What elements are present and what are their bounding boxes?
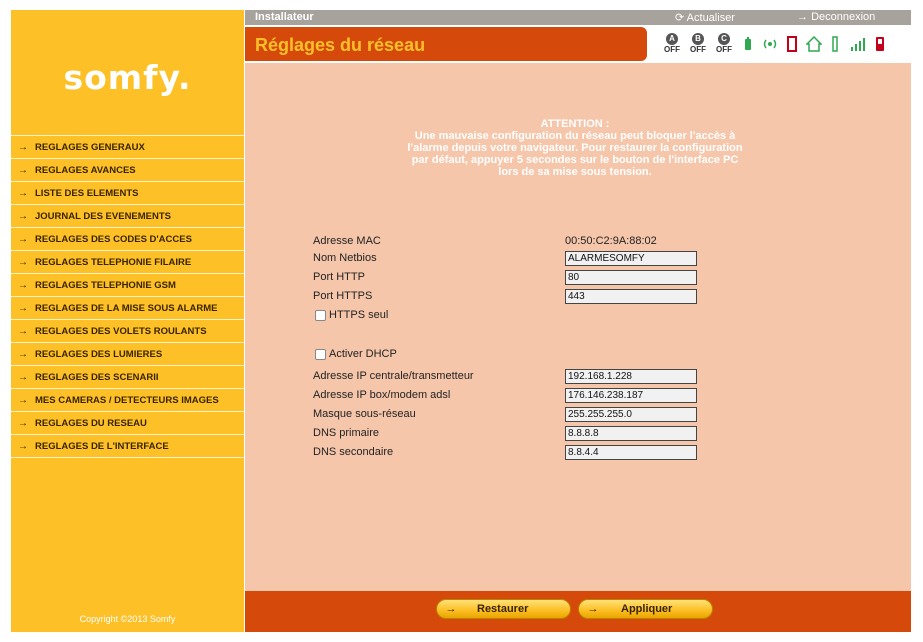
sidebar-item-label: REGLAGES GENERAUX (35, 141, 145, 153)
netbios-row (313, 250, 697, 266)
https-port-label: Port HTTPS (313, 290, 373, 302)
dhcp-row[interactable] (315, 348, 397, 360)
sidebar-item-label: REGLAGES DES SCENARII (35, 371, 159, 383)
gsm-signal-icon (849, 33, 867, 55)
zone-c-icon: C (718, 33, 730, 45)
arrow-right-icon: → (587, 603, 599, 615)
sidebar-item-advanced[interactable] (11, 159, 244, 182)
somfy-logo: somfy. (63, 58, 192, 97)
radio-signal-icon (761, 33, 779, 55)
battery-icon (739, 33, 757, 55)
ip-central-row (313, 368, 697, 384)
arrow-right-icon: → (18, 394, 28, 406)
restore-button[interactable] (436, 599, 571, 619)
http-port-row (313, 269, 697, 285)
sidebar-item-landline[interactable] (11, 251, 244, 274)
footer-bar (245, 591, 911, 632)
dns-primary-row (313, 425, 697, 441)
dns-secondary-label: DNS secondaire (313, 446, 394, 458)
arrow-right-icon: → (18, 371, 28, 383)
zone-b-icon: B (692, 33, 704, 45)
home-ok-icon (805, 33, 823, 55)
ip-box-row (313, 387, 697, 403)
apply-button[interactable] (578, 599, 713, 619)
sidebar-item-network[interactable] (11, 412, 244, 435)
netbios-input[interactable] (565, 251, 697, 266)
sidebar-item-label: LISTE DES ELEMENTS (35, 187, 139, 199)
sidebar-item-label: REGLAGES DE LA MISE SOUS ALARME (35, 302, 218, 314)
mac-label: Adresse MAC (313, 235, 381, 247)
refresh-icon: ⟳ (675, 12, 685, 24)
sidebar-item-label: REGLAGES DES CODES D'ACCES (35, 233, 192, 245)
zone-a-icon: A (666, 33, 678, 45)
logout-label: Deconnexion (811, 11, 876, 23)
ip-central-label: Adresse IP centrale/transmetteur (313, 370, 474, 382)
dns-secondary-row (313, 444, 697, 460)
arrow-right-icon: → (18, 187, 28, 199)
copyright-text: Copyright ©2013 Somfy (79, 614, 176, 624)
refresh-link[interactable] (675, 11, 735, 24)
arrow-right-icon: → (18, 348, 28, 360)
sidebar-item-access-codes[interactable] (11, 228, 244, 251)
dhcp-checkbox[interactable] (315, 349, 326, 360)
sidebar-item-elements[interactable] (11, 182, 244, 205)
sidebar-item-interface[interactable] (11, 435, 244, 458)
top-bar (245, 10, 911, 25)
subnet-mask-row (313, 406, 697, 422)
http-port-input[interactable] (565, 270, 697, 285)
zone-b-state: OFF (690, 45, 706, 54)
title-banner (245, 27, 647, 61)
ip-box-label: Adresse IP box/modem adsl (313, 389, 451, 401)
https-only-row[interactable] (315, 309, 388, 321)
sidebar-item-scenarios[interactable] (11, 366, 244, 389)
subnet-mask-input[interactable] (565, 407, 697, 422)
zone-a-status (661, 33, 683, 55)
https-port-input[interactable] (565, 289, 697, 304)
zone-a-state: OFF (664, 45, 680, 54)
subnet-mask-label: Masque sous-réseau (313, 408, 416, 420)
dns-secondary-input[interactable] (565, 445, 697, 460)
sidebar-item-cameras[interactable] (11, 389, 244, 412)
arrow-right-icon: → (18, 141, 28, 153)
dns-primary-label: DNS primaire (313, 427, 380, 439)
sidebar-item-label: REGLAGES TELEPHONIE GSM (35, 279, 176, 291)
sidebar-item-shutters[interactable] (11, 320, 244, 343)
arrow-right-icon: → (18, 210, 28, 222)
phone-icon (871, 33, 889, 55)
mac-value: 00:50:C2:9A:88:02 (565, 235, 657, 247)
sensor-icon (827, 33, 845, 55)
dhcp-label: Activer DHCP (329, 348, 397, 360)
page-title: Réglages du réseau (255, 35, 426, 55)
sidebar-item-lights[interactable] (11, 343, 244, 366)
sidebar-item-general[interactable] (11, 136, 244, 159)
arrow-right-icon: → (797, 11, 808, 23)
main-content (245, 63, 911, 591)
sidebar-item-label: REGLAGES DU RESEAU (35, 417, 147, 429)
arrow-right-icon: → (18, 440, 28, 452)
arrow-right-icon: → (18, 256, 28, 268)
warning-title: ATTENTION : (540, 118, 610, 130)
https-port-row (313, 288, 697, 304)
restore-button-label: Restaurer (477, 603, 529, 615)
sidebar-item-label: REGLAGES TELEPHONIE FILAIRE (35, 256, 192, 268)
sidebar-item-label: REGLAGES DES VOLETS ROULANTS (35, 325, 207, 337)
sidebar-item-label: REGLAGES AVANCES (35, 164, 136, 176)
arrow-right-icon: → (445, 603, 457, 615)
arrow-right-icon: → (18, 417, 28, 429)
warning-body: Une mauvaise configuration du réseau peut bloquer l'accès à l'alarme depuis votre navigateur. Pour restaurer la configuration par défaut, appuyer 5 secondes sur le bouton de l'interface PC lors de sa mise sous tension. (407, 130, 743, 178)
logout-link[interactable] (797, 11, 875, 23)
sidebar-item-arming[interactable] (11, 297, 244, 320)
ip-central-input[interactable] (565, 369, 697, 384)
warning-message (405, 118, 745, 178)
arrow-right-icon: → (18, 233, 28, 245)
arrow-right-icon: → (18, 164, 28, 176)
status-icons (651, 27, 911, 61)
sidebar (11, 10, 244, 632)
dns-primary-input[interactable] (565, 426, 697, 441)
http-port-label: Port HTTP (313, 271, 365, 283)
refresh-label: Actualiser (686, 12, 735, 24)
arrow-right-icon: → (18, 325, 28, 337)
sidebar-item-label: JOURNAL DES EVENEMENTS (35, 210, 172, 222)
arrow-right-icon: → (18, 302, 28, 314)
zone-b-status (687, 33, 709, 55)
sidebar-item-label: MES CAMERAS / DETECTEURS IMAGES (35, 394, 219, 406)
https-only-label: HTTPS seul (329, 309, 389, 321)
mac-row (313, 233, 657, 249)
sidebar-item-event-log[interactable] (11, 205, 244, 228)
user-role: Installateur (255, 11, 314, 23)
https-only-checkbox[interactable] (315, 310, 326, 321)
sidebar-menu (11, 135, 244, 458)
sidebar-item-label: REGLAGES DES LUMIERES (35, 348, 163, 360)
zone-c-state: OFF (716, 45, 732, 54)
zone-c-status (713, 33, 735, 55)
ip-box-input[interactable] (565, 388, 697, 403)
arrow-right-icon: → (18, 279, 28, 291)
apply-button-label: Appliquer (621, 603, 673, 615)
sidebar-item-gsm[interactable] (11, 274, 244, 297)
door-icon (783, 33, 801, 55)
sidebar-item-label: REGLAGES DE L'INTERFACE (35, 440, 169, 452)
netbios-label: Nom Netbios (313, 252, 377, 264)
page-header (245, 25, 911, 63)
